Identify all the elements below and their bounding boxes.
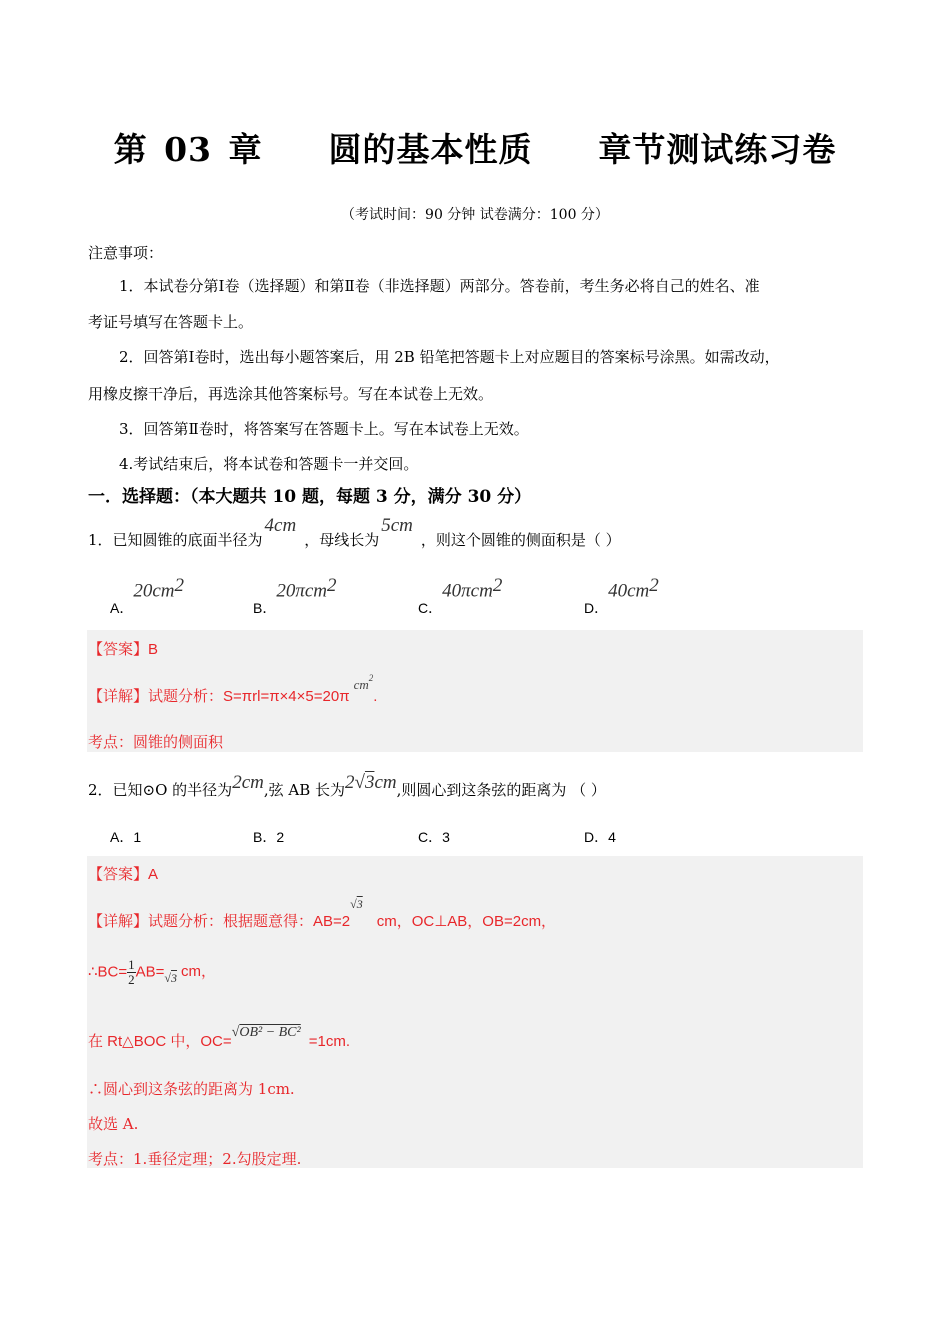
q1-detail-unit: cm bbox=[353, 677, 369, 692]
q1-prefix: 1．已知圆锥的底面半径为 bbox=[88, 531, 263, 549]
q1-detail-text: 【详解】试题分析：S=πrl=π×4×5=20π bbox=[88, 688, 350, 705]
notice-item: 4.考试结束后，将本试卷和答题卡一并交回。 bbox=[119, 455, 419, 473]
frac-denominator: 2 bbox=[128, 972, 135, 987]
fraction-half bbox=[127, 958, 136, 987]
q2-detail-line5: 故选 A. bbox=[88, 1115, 139, 1133]
q2-option-d[interactable]: D．4 bbox=[584, 829, 616, 845]
q2-option-b[interactable]: B．2 bbox=[253, 829, 285, 845]
q1-kaodian: 考点：圆锥的侧面积 bbox=[88, 733, 224, 751]
notice-heading: 注意事项： bbox=[88, 244, 164, 262]
notice-item: 1．本试卷分第Ⅰ卷（选择题）和第Ⅱ卷（非选择题）两部分。答卷前，考生务必将自己的姓名、准 bbox=[119, 277, 760, 295]
option-label: C． bbox=[418, 599, 443, 616]
q2-answer: 【答案】A bbox=[88, 866, 159, 883]
q1-radius: 4cm bbox=[264, 515, 297, 536]
option-label: B． bbox=[253, 599, 277, 616]
notice-item: 3．回答第Ⅱ卷时，将答案写在答题卡上。写在本试卷上无效。 bbox=[119, 420, 529, 438]
q1-detail bbox=[88, 673, 378, 706]
q2-detail-suffix: cm，OC⊥AB，OB=2cm， bbox=[376, 913, 557, 930]
q2-kaodian: 考点：1.垂径定理；2.勾股定理. bbox=[88, 1150, 302, 1168]
q1-slant: 5cm bbox=[381, 515, 413, 536]
q2-detail-line3 bbox=[88, 1025, 350, 1051]
q2-line2-prefix: ∴BC= bbox=[88, 963, 128, 981]
q1-answer: 【答案】B bbox=[88, 641, 159, 658]
q2-option-c[interactable]: C．3 bbox=[418, 829, 450, 845]
q2-line3-suffix: =1cm. bbox=[308, 1033, 350, 1050]
q2-detail-line2 bbox=[88, 958, 216, 987]
option-label: D． bbox=[584, 599, 609, 616]
q2-detail-sqrt: √3 bbox=[350, 897, 363, 911]
option-label: A． bbox=[110, 599, 134, 616]
option-exp: 2 bbox=[174, 575, 184, 596]
q1-detail-end: . bbox=[373, 688, 378, 705]
option-exp: 2 bbox=[327, 575, 337, 596]
q1-option-c[interactable] bbox=[418, 575, 503, 616]
q1-detail-exp: 2 bbox=[368, 673, 374, 683]
option-value: 40cm bbox=[608, 580, 650, 602]
q2-line2-rad: 3 bbox=[171, 971, 178, 986]
q2-chord-unit: cm bbox=[374, 772, 397, 793]
q1-answer-panel bbox=[87, 630, 863, 752]
option-exp: 2 bbox=[492, 575, 503, 596]
q2-mid: ,弦 AB 长为 bbox=[263, 781, 346, 799]
q2-line2-suffix: cm， bbox=[181, 963, 217, 981]
q1-suffix: ，则这个圆锥的侧面积是（ ） bbox=[420, 531, 621, 549]
page-title: 第 03 章 圆的基本性质 章节测试练习卷 bbox=[113, 130, 837, 169]
q2-chord-coef: 2 bbox=[345, 772, 355, 793]
q2-option-a[interactable]: A．1 bbox=[110, 829, 142, 845]
q2-line3-sqrt: √OB² − BC² bbox=[231, 1025, 301, 1040]
q2-chord: 2√3cm bbox=[345, 772, 397, 793]
q2-answer-panel bbox=[87, 856, 863, 1168]
notice-item: 2．回答第Ⅰ卷时，选出每小题答案后，用 2B 铅笔把答题卡上对应题目的答案标号涂黑。如需改动， bbox=[119, 348, 780, 366]
section-heading: 一．选择题：（本大题共 10 题，每题 3 分，满分 30 分） bbox=[88, 487, 532, 507]
notice-item: 用橡皮擦干净后，再选涂其他答案标号。写在本试卷上无效。 bbox=[88, 385, 494, 403]
q2-chord-rad: 3 bbox=[364, 772, 375, 793]
q2-line2-mid: AB= bbox=[135, 963, 165, 981]
q2-line2-sqrt: √3 bbox=[164, 971, 178, 986]
q1-option-a[interactable] bbox=[110, 575, 184, 616]
q2-prefix: 2．已知⊙O 的半径为 bbox=[88, 781, 233, 799]
q2-line3-rad: OB² − BC² bbox=[239, 1025, 301, 1040]
q1-option-b[interactable] bbox=[253, 575, 337, 616]
q2-line3-prefix: 在 Rt△BOC 中，OC= bbox=[88, 1033, 232, 1050]
q2-detail-rad: 3 bbox=[356, 897, 363, 911]
q2-detail-line4: ∴圆心到这条弦的距离为 1cm. bbox=[88, 1080, 295, 1098]
q2-detail-text: 【详解】试题分析：根据题意得：AB=2 bbox=[88, 913, 351, 930]
notice-item: 考证号填写在答题卡上。 bbox=[88, 313, 254, 331]
option-value: 20cm bbox=[133, 580, 175, 602]
option-value: 20πcm bbox=[276, 580, 328, 602]
option-exp: 2 bbox=[649, 575, 659, 596]
q1-option-d[interactable] bbox=[584, 575, 659, 616]
q2-radius: 2cm bbox=[232, 772, 264, 793]
question-1 bbox=[88, 515, 621, 551]
q1-mid: ，母线长为 bbox=[304, 531, 380, 549]
q2-suffix: ,则圆心到这条弦的距离为 （ ） bbox=[396, 781, 606, 799]
option-value: 40πcm bbox=[442, 580, 493, 602]
question-2 bbox=[88, 772, 606, 801]
exam-info: （考试时间：90 分钟 试卷满分：100 分） bbox=[341, 207, 609, 223]
frac-numerator: 1 bbox=[128, 957, 135, 972]
q2-detail-line1 bbox=[88, 897, 557, 931]
